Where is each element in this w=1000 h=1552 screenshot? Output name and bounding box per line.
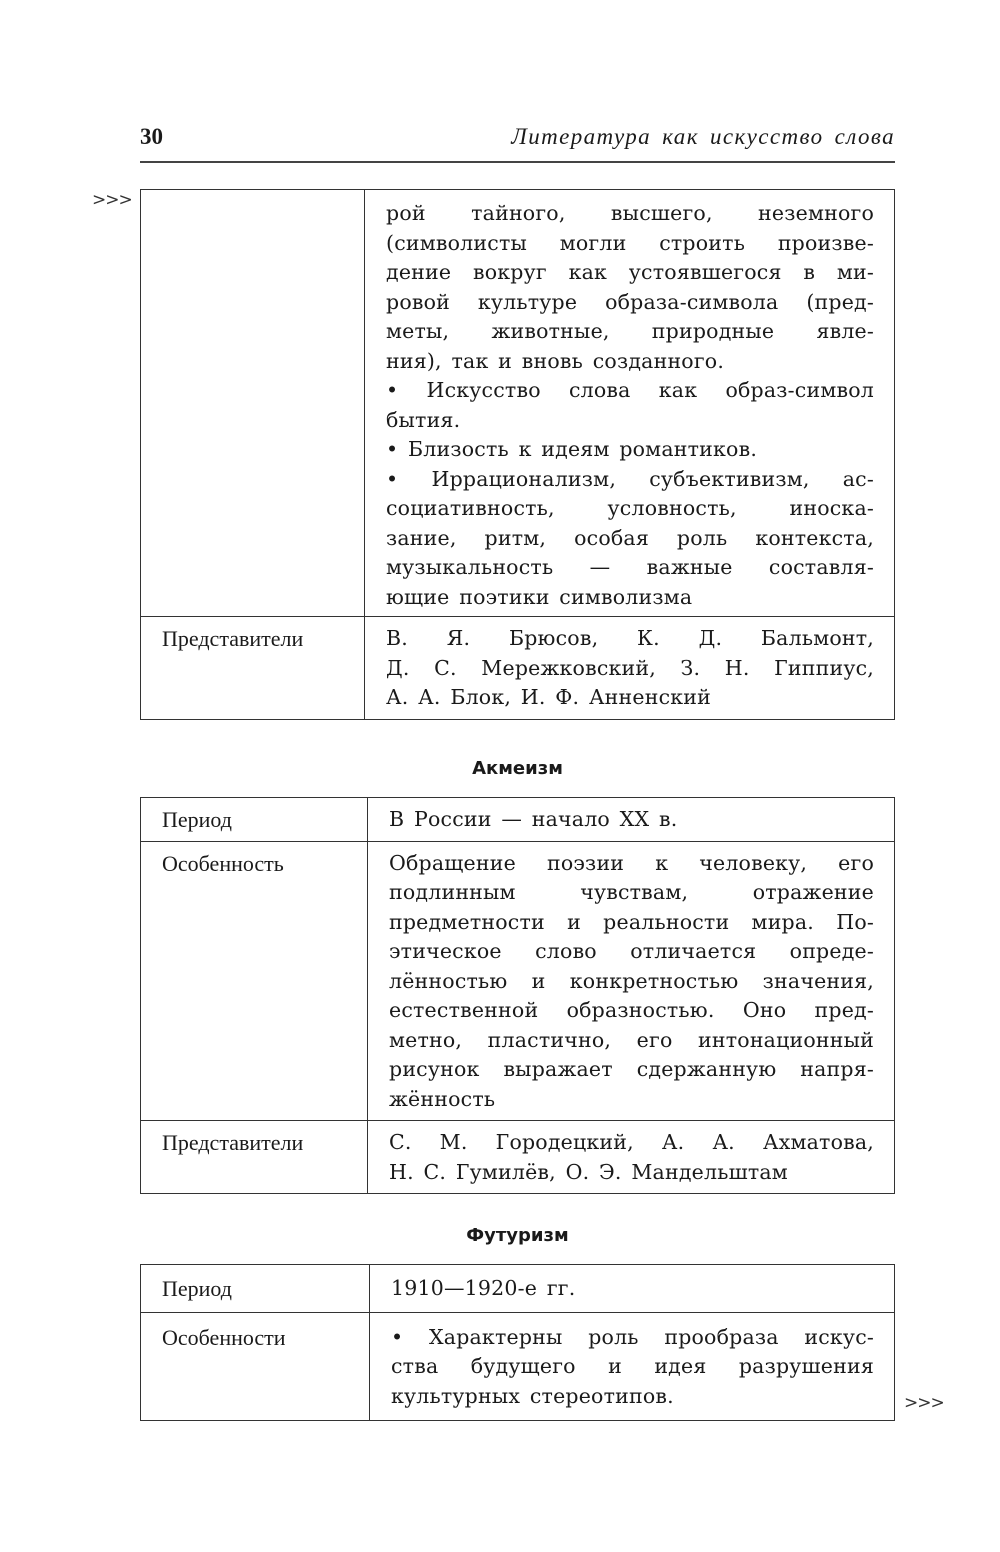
bullet-line: • Искусство слова как образ-символ [386,378,874,402]
text-line: ства будущего и идея разрушения [391,1354,874,1378]
section-title-futurism: Футуризм [466,1225,569,1246]
text-line: зание, ритм, особая роль контекста, [386,525,874,550]
table-row [141,617,895,720]
text-line: Обращение поэзии к человеку, его [389,850,874,875]
section-title-acmeism: Акмеизм [472,758,563,779]
text-line: культурных стереотипов. [391,1383,674,1408]
row-value [365,190,895,617]
continuation-mark-top: >>> [92,190,132,210]
row-label: Период [141,798,368,842]
text-line: ющие поэтики символизма [386,584,693,609]
text-line: ровой культуре образа-символа (пред- [386,289,874,314]
continuation-mark-bottom: >>> [904,1393,944,1413]
row-value [370,1265,895,1313]
table-row [141,798,895,842]
acmeism-table [140,797,895,1194]
bullet-line: • Близость к идеям романтиков. [386,437,758,461]
table-row [141,1121,895,1194]
text-line: рисунок выражает сдержанную напря- [389,1057,874,1081]
text-line: метно, пластично, его интонационный [389,1027,874,1052]
table-row [141,1265,895,1313]
text-line: подлинным чувствам, отражение [389,880,874,904]
bullet-line: • Иррационализм, субъективизм, ас- [386,466,874,491]
text-line: музыкальность — важные составля- [386,555,874,579]
page-header [140,124,895,156]
text-line: лённостью и конкретностью значения, [389,968,874,993]
bullet-line: • Характерны роль прообраза искус- [391,1324,874,1349]
text-line: меты, животные, природные явле- [386,319,874,343]
text-line: ния), так и вновь созданного. [386,348,725,373]
text-line: жённость [389,1086,496,1111]
text-line: бытия. [386,407,461,432]
row-label: Особенность [141,841,368,1121]
header-rule [140,161,895,163]
text-line: (символисты могли строить произве- [386,230,874,255]
row-label [141,190,365,617]
row-value [365,617,895,720]
row-value [368,798,895,842]
text-line: социативность, условность, иноска- [386,496,874,520]
running-title: Литература как искусство слова [511,124,895,149]
table-row [141,841,895,1121]
row-value [370,1312,895,1421]
text-line: предметности и реальности мира. По- [389,909,874,934]
row-label: Особенности [141,1312,370,1421]
text-line: 1910—1920-е гг. [391,1276,576,1300]
text-line: дение вокруг как устоявшегося в ми- [386,260,874,284]
row-value [368,1121,895,1194]
symbolism-table [140,189,895,720]
text-line: этическое слово отличается опреде- [389,939,874,963]
row-label: Представители [141,1121,368,1194]
row-value [368,841,895,1121]
text-line: естественной образностью. Оно пред- [389,998,874,1022]
text-line: А. А. Блок, И. Ф. Анненский [386,685,712,709]
text-line: С. М. Городецкий, А. А. Ахматова, [389,1130,874,1154]
table-row [141,190,895,617]
page-number: 30 [140,124,163,149]
futurism-table [140,1264,895,1421]
text-line: Н. С. Гумилёв, О. Э. Мандельштам [389,1159,788,1184]
row-label: Представители [141,617,365,720]
row-label: Период [141,1265,370,1313]
text-line: В России — начало XX в. [389,807,678,831]
text-line: В. Я. Брюсов, К. Д. Бальмонт, [386,626,874,650]
table-row [141,1312,895,1421]
text-line: рой тайного, высшего, неземного [386,201,874,225]
text-line: Д. С. Мережковский, З. Н. Гиппиус, [386,655,874,680]
